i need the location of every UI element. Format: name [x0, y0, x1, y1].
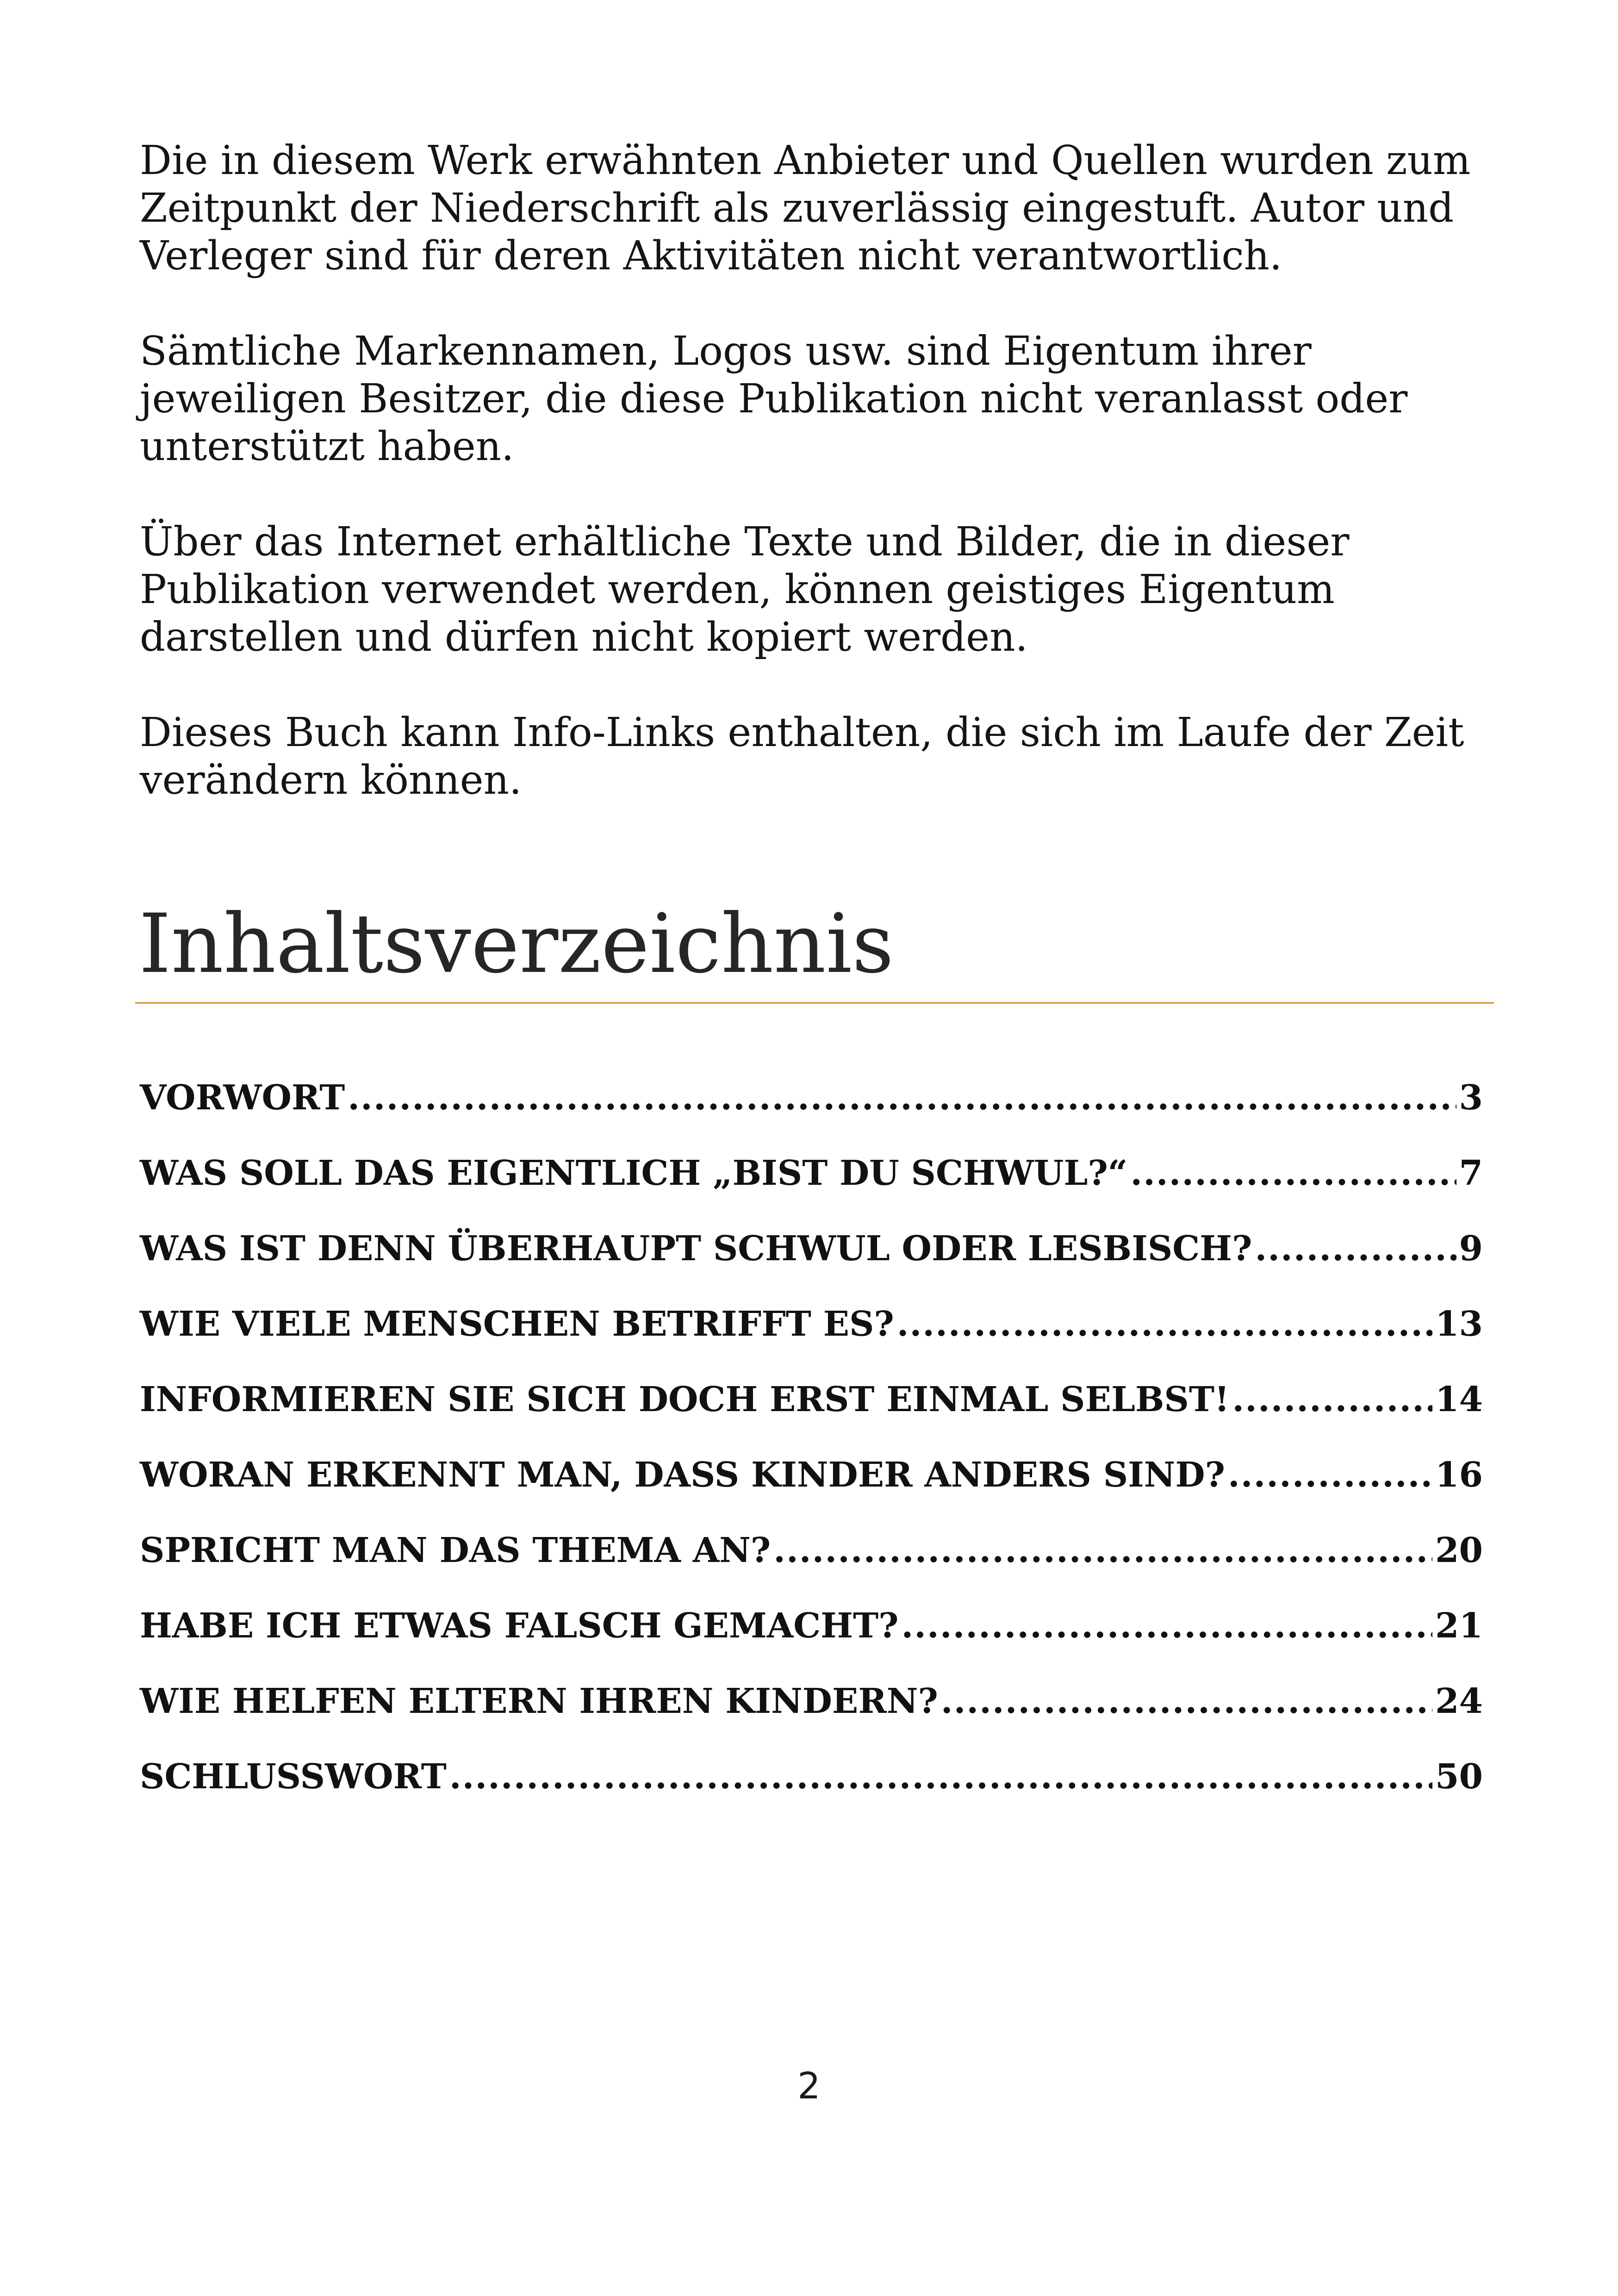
toc-entry-vorwort[interactable] [140, 1078, 1483, 1153]
toc-entry-label: WIE VIELE MENSCHEN BETRIFFT ES? [140, 1304, 894, 1344]
toc-entry-spricht-man-das-thema-an[interactable] [140, 1531, 1483, 1606]
disclaimer-paragraph-trademarks: Sämtliche Markennamen, Logos usw. sind Eigentum ihrer jeweiligen Besitzer, die diese Publikation nicht veranlasst oder unterstützt haben. [140, 328, 1408, 470]
toc-dot-leader [1130, 1153, 1456, 1193]
toc-entry-label: SPRICHT MAN DAS THEMA AN? [140, 1531, 771, 1570]
disclaimer-text [140, 137, 1500, 852]
toc-entry-schlusswort[interactable] [140, 1757, 1483, 1832]
toc-entry-label: WORAN ERKENNT MAN, DASS KINDER ANDERS SIND? [140, 1455, 1225, 1495]
toc-entry-label: HABE ICH ETWAS FALSCH GEMACHT? [140, 1606, 899, 1646]
toc-entry-page: 24 [1435, 1681, 1483, 1721]
toc-entry-page: 16 [1435, 1455, 1483, 1495]
toc-entry-label: INFORMIEREN SIE SICH DOCH ERST EINMAL SELBST! [140, 1380, 1230, 1419]
toc-dot-leader [348, 1078, 1456, 1118]
toc-entry-page: 21 [1435, 1606, 1483, 1646]
page-number: 2 [797, 2066, 821, 2107]
toc-dot-leader [941, 1681, 1432, 1721]
toc-entry-label: WAS SOLL DAS EIGENTLICH „BIST DU SCHWUL?“ [140, 1153, 1128, 1193]
disclaimer-paragraph-providers: Die in diesem Werk erwähnten Anbieter und Quellen wurden zum Zeitpunkt der Niederschrift als zuverlässig eingestuft. Autor und Verleger sind für deren Aktivitäten nicht verantwortlich. [140, 137, 1471, 279]
toc-entry-wie-helfen-eltern[interactable] [140, 1681, 1483, 1757]
toc-heading-rule [135, 1002, 1494, 1004]
toc-entry-label: WAS IST DENN ÜBERHAUPT SCHWUL ODER LESBISCH? [140, 1229, 1252, 1269]
toc-dot-leader [1232, 1380, 1432, 1419]
toc-entry-bist-du-schwul[interactable] [140, 1153, 1483, 1229]
toc-entry-page: 14 [1435, 1380, 1483, 1419]
toc-entry-wie-viele-menschen[interactable] [140, 1304, 1483, 1380]
toc-entry-informieren-sie-sich[interactable] [140, 1380, 1483, 1455]
toc-entry-falsch-gemacht[interactable] [140, 1606, 1483, 1681]
toc-dot-leader [902, 1606, 1432, 1646]
toc-entry-page: 9 [1459, 1229, 1483, 1269]
toc-entry-woran-erkennt-man[interactable] [140, 1455, 1483, 1531]
toc-entry-page: 3 [1459, 1078, 1483, 1118]
toc-entry-label: SCHLUSSWORT [140, 1757, 447, 1797]
table-of-contents [140, 1078, 1483, 1832]
toc-entry-page: 20 [1435, 1531, 1483, 1570]
toc-dot-leader [1255, 1229, 1456, 1269]
toc-entry-label: VORWORT [140, 1078, 345, 1118]
disclaimer-paragraph-copyright: Über das Internet erhältliche Texte und Bilder, die in dieser Publikation verwendet werden, können geistiges Eigentum darstellen und dürfen nicht kopiert werden. [140, 519, 1350, 660]
toc-entry-schwul-oder-lesbisch[interactable] [140, 1229, 1483, 1304]
toc-dot-leader [897, 1304, 1432, 1344]
toc-entry-label: WIE HELFEN ELTERN IHREN KINDERN? [140, 1681, 938, 1721]
toc-entry-page: 7 [1459, 1153, 1483, 1193]
toc-entry-page: 13 [1435, 1304, 1483, 1344]
toc-heading: Inhaltsverzeichnis [139, 896, 894, 991]
toc-dot-leader [449, 1757, 1432, 1797]
disclaimer-paragraph-links: Dieses Buch kann Info-Links enthalten, die sich im Laufe der Zeit verändern können. [140, 709, 1464, 803]
toc-entry-page: 50 [1435, 1757, 1483, 1797]
toc-dot-leader [1228, 1455, 1432, 1495]
toc-dot-leader [773, 1531, 1432, 1570]
